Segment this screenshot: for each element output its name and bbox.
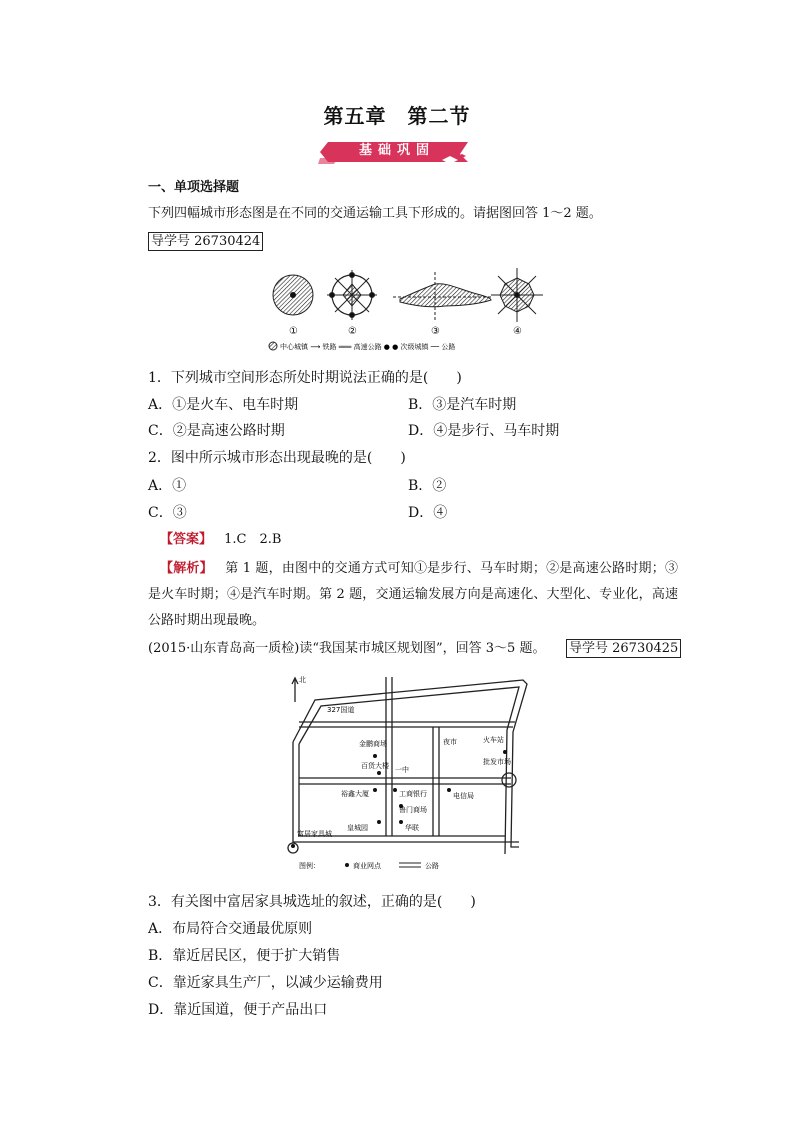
map-north-label: 北 xyxy=(299,676,306,684)
map-place-yuxin: 裕鑫大厦 xyxy=(341,790,369,798)
map-place-hualian: 华联 xyxy=(405,824,419,832)
map-road-327: 327国道 xyxy=(327,706,355,714)
map-place-lumen: 鲁门商场 xyxy=(399,806,427,814)
map-place-huangchengyuan: 皇城园 xyxy=(347,824,368,832)
page-title: 第五章 第二节 xyxy=(323,104,471,128)
map-legend-prefix: 图例： xyxy=(299,862,320,870)
city-form-4 xyxy=(491,268,543,322)
q1-option-b[interactable]: B．③是汽车时期 xyxy=(408,397,517,413)
fig-label-2: ② xyxy=(348,326,357,337)
answer-block xyxy=(160,530,281,550)
analysis-label: 【解析】 xyxy=(160,561,213,576)
map-place-huochezhan: 火车站 xyxy=(483,736,504,744)
q2-option-b[interactable]: B．② xyxy=(408,478,447,494)
city-form-3 xyxy=(393,272,493,322)
q1-option-c[interactable]: C．②是高速公路时期 xyxy=(148,423,285,439)
map-place-yeshi: 夜市 xyxy=(443,738,457,746)
answer-text: 1.C 2.B xyxy=(224,532,282,547)
city-plan-map xyxy=(283,672,541,877)
q2-stem: 2．图中所示城市形态出现最晚的是( ) xyxy=(148,450,406,466)
analysis-text: 第 1 题，由图中的交通方式可知①是步行、马车时期；②是高速公路时期；③是火车时期；④是汽车时期。第 2 题，交通运输发展方向是高速化、大型化、专业化，高速公路时期出现最晚。 xyxy=(148,561,678,628)
map-place-gongshang: 工商银行 xyxy=(399,790,427,798)
map-place-jinpeng: 金鹏商场 xyxy=(359,740,387,748)
q1-option-a[interactable]: A．①是火车、电车时期 xyxy=(148,397,299,413)
q1-option-d[interactable]: D．④是步行、马车时期 xyxy=(408,423,560,439)
map-place-baihuo: 百货大楼 xyxy=(361,762,389,770)
q3-option-b[interactable]: B．靠近居民区，便于扩大销售 xyxy=(148,948,341,964)
q2-option-c[interactable]: C．③ xyxy=(148,505,187,521)
map-place-yizhong: 一中 xyxy=(395,766,409,774)
map-legend-road: 公路 xyxy=(425,862,439,870)
analysis-block xyxy=(148,556,678,634)
fig-label-4: ④ xyxy=(513,326,522,337)
section-intro: 下列四幅城市形态图是在不同的交通运输工具下形成的。请据图回答 1～2 题。 xyxy=(148,206,602,221)
q2-option-a[interactable]: A．① xyxy=(148,478,187,494)
city-forms-figure xyxy=(265,262,545,354)
banner-label: 基础巩固 xyxy=(358,143,435,158)
guide-number-2-box: 导学号 26730425 xyxy=(566,639,681,658)
q3-option-a[interactable]: A．布局符合交通最优原则 xyxy=(148,921,313,937)
map-place-pifa: 批发市场 xyxy=(483,758,511,766)
answer-label: 【答案】 xyxy=(160,532,213,547)
fig-legend: 中心城镇 ⟶ 铁路 ═══ 高速公路 ● ● 次级城镇 ── 公路 xyxy=(280,343,456,351)
q1-stem: 1．下列城市空间形态所处时期说法正确的是( ) xyxy=(148,370,462,386)
city-form-1 xyxy=(273,275,313,315)
city-form-2 xyxy=(327,270,377,320)
map-place-dianxin: 电信局 xyxy=(453,792,474,800)
guide-number xyxy=(148,232,263,251)
fig-label-3: ③ xyxy=(431,326,440,337)
section-heading: 一、单项选择题 xyxy=(148,180,240,195)
q3-stem: 3．有关图中富居家具城选址的叙述，正确的是( ) xyxy=(148,894,476,910)
section2-intro: (2015·山东青岛高一质检)读“我国某市城区规划图”，回答 3～5 题。 xyxy=(148,641,546,656)
q3-option-d[interactable]: D．靠近国道，便于产品出口 xyxy=(148,1002,328,1018)
q3-option-c[interactable]: C．靠近家具生产厂，以减少运输费用 xyxy=(148,975,383,991)
q2-option-d[interactable]: D．④ xyxy=(408,505,448,521)
fig-label-1: ① xyxy=(289,326,298,337)
guide-number-box: 导学号 26730424 xyxy=(148,232,263,251)
guide-number-2 xyxy=(566,639,681,658)
map-legend-point: 商业网点 xyxy=(353,862,381,870)
map-place-fuju: 富居家具城 xyxy=(297,830,332,838)
